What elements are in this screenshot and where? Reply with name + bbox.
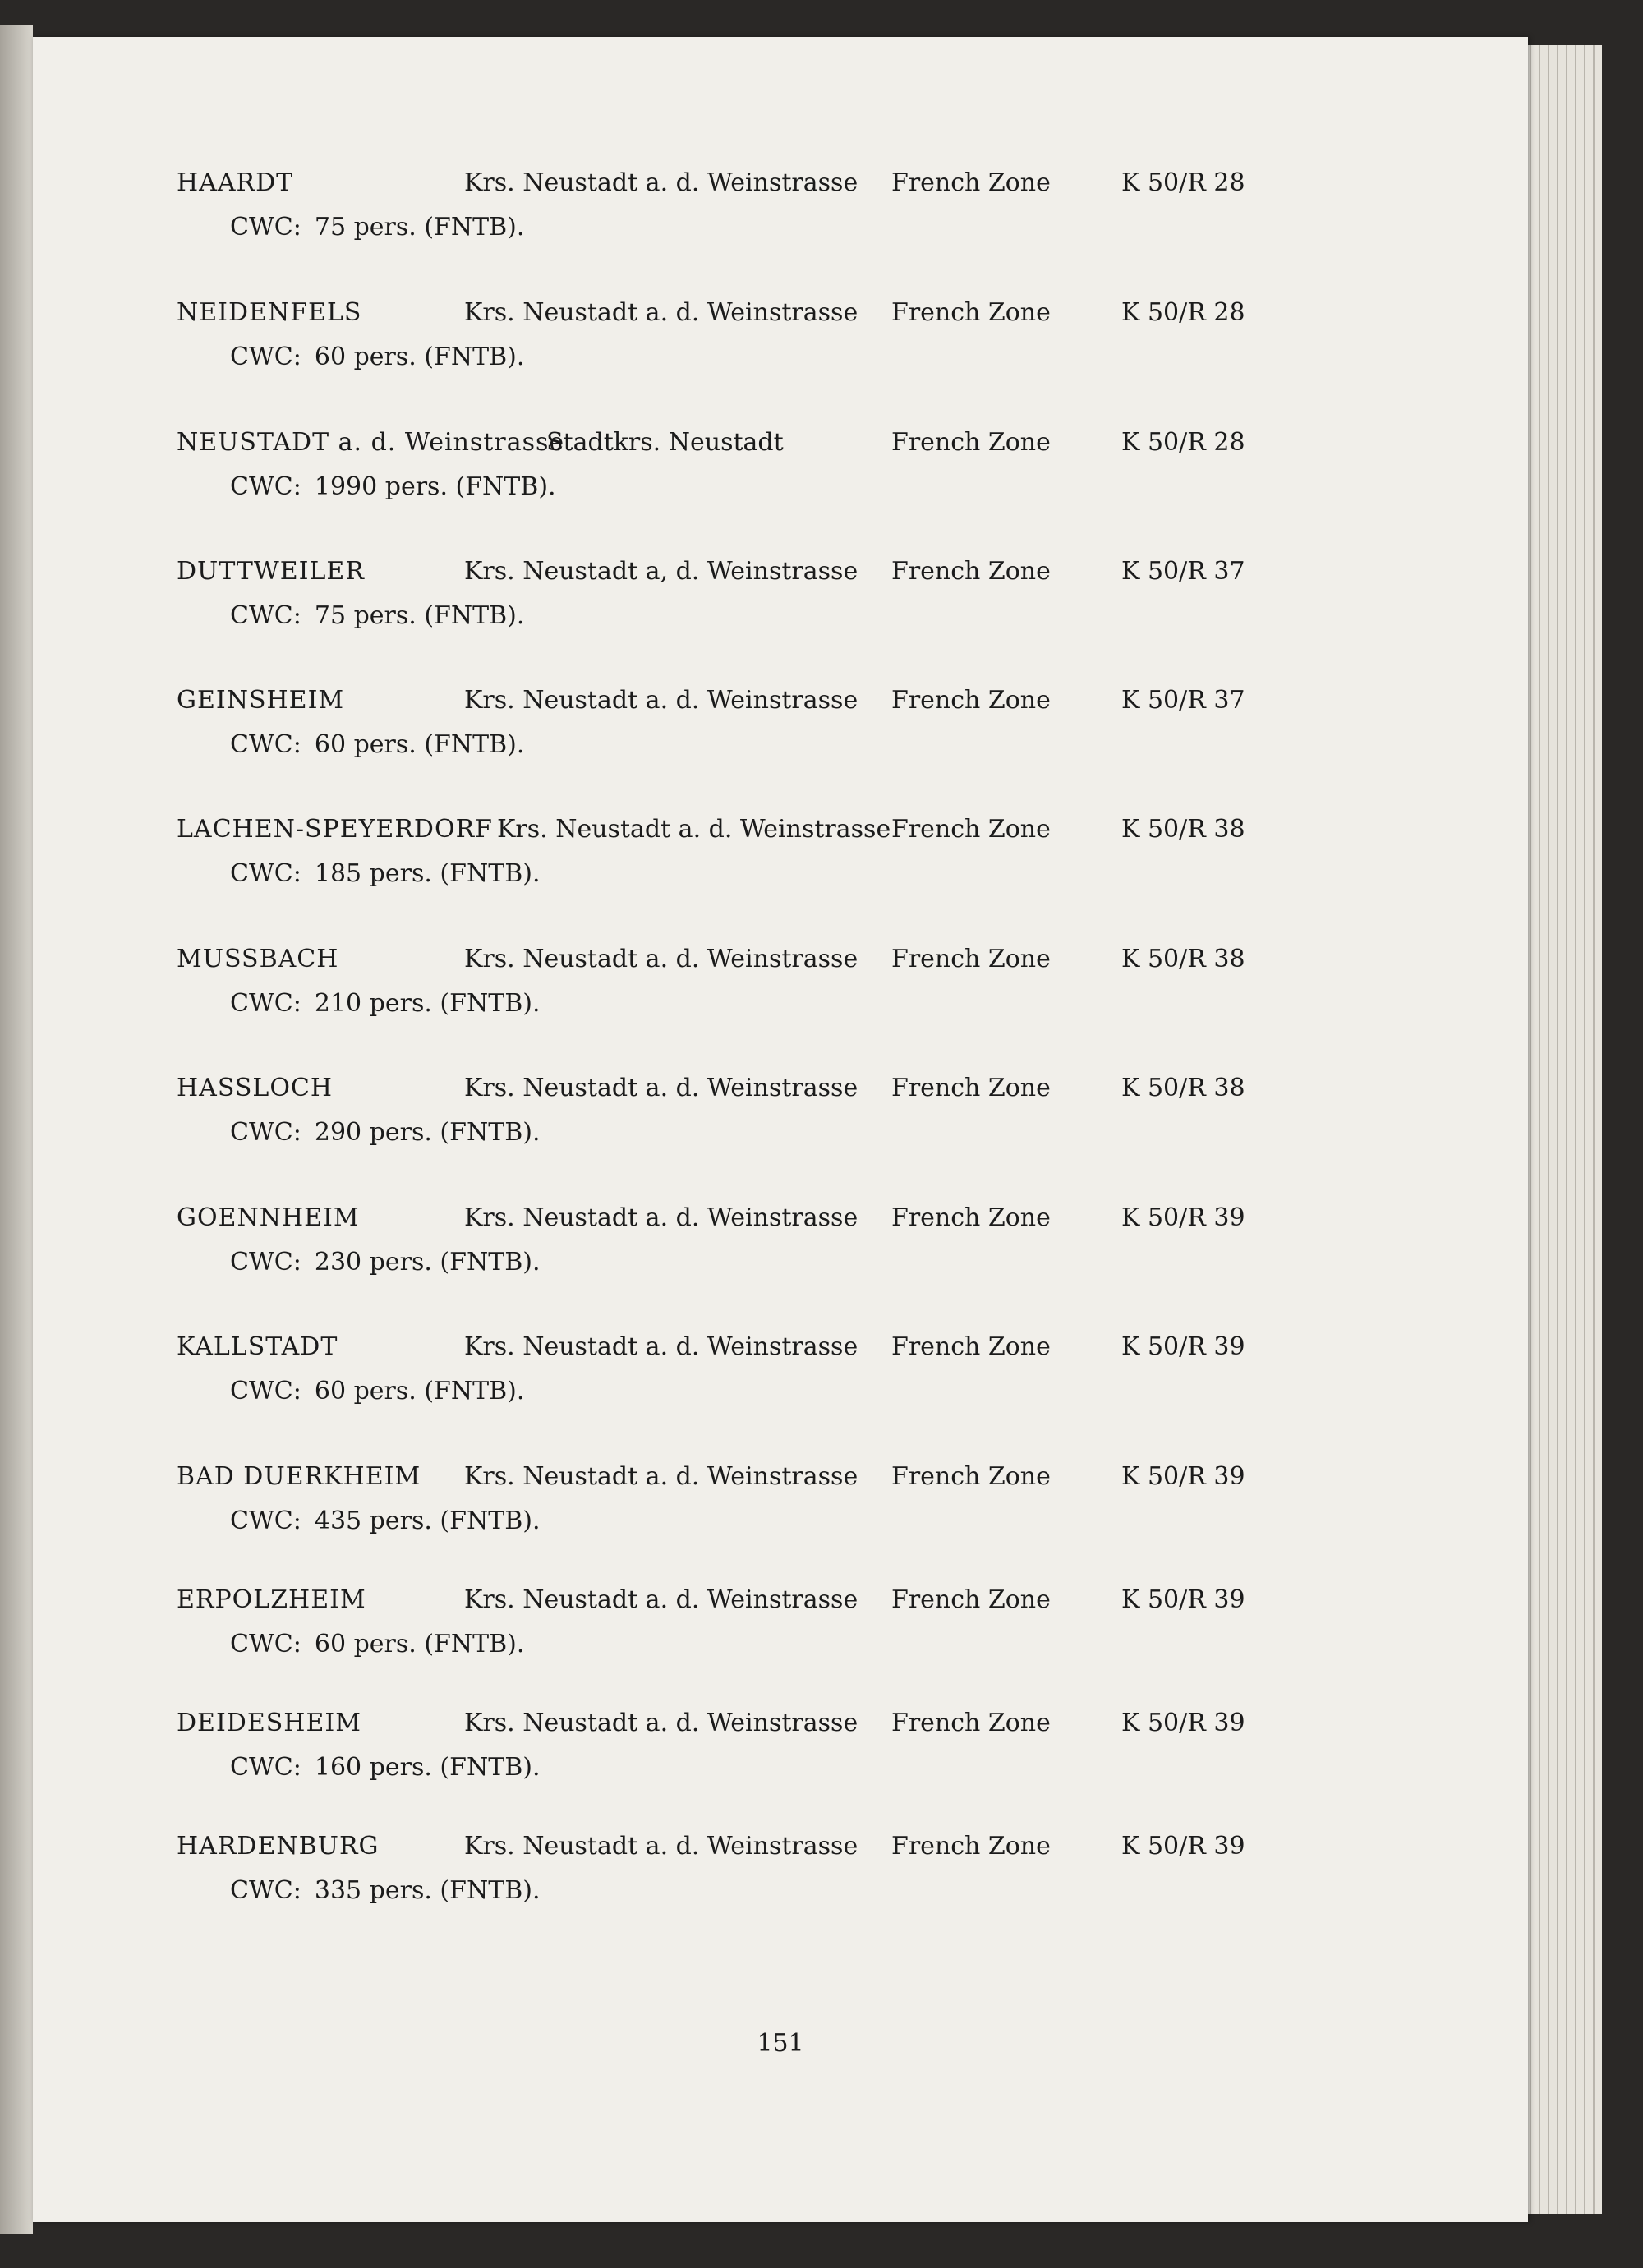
place-name: NEUSTADT a. d. Weinstrasse [177,428,565,457]
cwc-value: 1990 pers. (FNTB). [314,472,556,501]
zone: French Zone [891,298,1051,327]
grid-reference: K 50/R 38 [1121,1074,1245,1102]
cwc-value: 230 pers. (FNTB). [314,1248,541,1277]
district: Krs. Neustadt a. d. Weinstrasse [464,945,858,973]
cwc-line [230,1630,524,1658]
entry [33,1585,1528,1692]
district: Krs. Neustadt a. d. Weinstrasse [464,168,858,197]
entry [33,1074,1528,1180]
cwc-value: 60 pers. (FNTB). [314,1377,525,1405]
cwc-line [230,1118,541,1147]
zone: French Zone [891,945,1051,973]
district: Krs. Neustadt a. d. Weinstrasse [464,1462,858,1491]
cwc-value: 335 pers. (FNTB). [314,1876,541,1905]
place-name: GOENNHEIM [177,1203,360,1232]
entry [33,428,1528,535]
cwc-line [230,1753,541,1782]
page-number: 151 [757,2029,804,2058]
cwc-value: 60 pers. (FNTB). [314,730,525,759]
cwc-label: CWC: [230,1118,301,1147]
grid-reference: K 50/R 28 [1121,168,1245,197]
place-name: MUSSBACH [177,945,339,973]
zone: French Zone [891,1203,1051,1232]
cwc-label: CWC: [230,1876,301,1905]
grid-reference: K 50/R 39 [1121,1832,1245,1861]
cwc-label: CWC: [230,730,301,759]
place-name: HARDENBURG [177,1832,380,1861]
cwc-value: 75 pers. (FNTB). [314,601,525,630]
district: Stadtkrs. Neustadt [546,428,784,457]
cwc-value: 210 pers. (FNTB). [314,989,541,1018]
grid-reference: K 50/R 38 [1121,815,1245,844]
district: Krs. Neustadt a. d. Weinstrasse [464,298,858,327]
grid-reference: K 50/R 37 [1121,686,1245,715]
cwc-value: 60 pers. (FNTB). [314,1630,525,1658]
cwc-label: CWC: [230,1630,301,1658]
cwc-label: CWC: [230,989,301,1018]
cwc-line [230,601,524,630]
district: Krs. Neustadt a. d. Weinstrasse [464,1585,858,1614]
cwc-line [230,472,556,501]
zone: French Zone [891,815,1051,844]
place-name: NEIDENFELS [177,298,362,327]
zone: French Zone [891,686,1051,715]
cwc-value: 435 pers. (FNTB). [314,1507,541,1535]
cwc-line [230,1876,541,1905]
zone: French Zone [891,1462,1051,1491]
entry [33,815,1528,922]
cwc-label: CWC: [230,859,301,888]
cwc-line [230,1248,541,1277]
place-name: ERPOLZHEIM [177,1585,366,1614]
entry [33,1832,1528,1939]
cwc-value: 60 pers. (FNTB). [314,343,525,371]
grid-reference: K 50/R 28 [1121,428,1245,457]
cwc-value: 160 pers. (FNTB). [314,1753,541,1782]
entry [33,1709,1528,1815]
cwc-line [230,859,541,888]
entry [33,298,1528,405]
zone: French Zone [891,1832,1051,1861]
place-name: BAD DUERKHEIM [177,1462,421,1491]
cwc-label: CWC: [230,213,301,242]
entry [33,1203,1528,1310]
district: Krs. Neustadt a. d. Weinstrasse [497,815,891,844]
district: Krs. Neustadt a. d. Weinstrasse [464,1709,858,1737]
entry [33,945,1528,1051]
district: Krs. Neustadt a. d. Weinstrasse [464,686,858,715]
zone: French Zone [891,1332,1051,1361]
entry [33,168,1528,275]
grid-reference: K 50/R 39 [1121,1203,1245,1232]
grid-reference: K 50/R 38 [1121,945,1245,973]
zone: French Zone [891,1709,1051,1737]
grid-reference: K 50/R 37 [1121,557,1245,586]
entry [33,686,1528,793]
place-name: DUTTWEILER [177,557,365,586]
place-name: DEIDESHEIM [177,1709,361,1737]
place-name: GEINSHEIM [177,686,345,715]
facing-page-edge [0,25,33,2234]
cwc-line [230,1507,541,1535]
cwc-line [230,730,524,759]
district: Krs. Neustadt a. d. Weinstrasse [464,1832,858,1861]
entry [33,1462,1528,1569]
cwc-line [230,989,541,1018]
cwc-value: 75 pers. (FNTB). [314,213,525,242]
district: Krs. Neustadt a, d. Weinstrasse [464,557,858,586]
grid-reference: K 50/R 39 [1121,1585,1245,1614]
cwc-line [230,213,524,242]
cwc-line [230,1377,524,1405]
place-name: HASSLOCH [177,1074,334,1102]
entry [33,557,1528,664]
document-page [33,37,1528,2222]
cwc-label: CWC: [230,1248,301,1277]
grid-reference: K 50/R 39 [1121,1709,1245,1737]
zone: French Zone [891,428,1051,457]
cwc-label: CWC: [230,1507,301,1535]
district: Krs. Neustadt a. d. Weinstrasse [464,1332,858,1361]
entry [33,1332,1528,1439]
zone: French Zone [891,168,1051,197]
cwc-label: CWC: [230,472,301,501]
cwc-label: CWC: [230,343,301,371]
zone: French Zone [891,557,1051,586]
zone: French Zone [891,1585,1051,1614]
cwc-label: CWC: [230,1753,301,1782]
cwc-value: 185 pers. (FNTB). [314,859,541,888]
district: Krs. Neustadt a. d. Weinstrasse [464,1074,858,1102]
grid-reference: K 50/R 28 [1121,298,1245,327]
grid-reference: K 50/R 39 [1121,1332,1245,1361]
cwc-label: CWC: [230,601,301,630]
district: Krs. Neustadt a. d. Weinstrasse [464,1203,858,1232]
cwc-value: 290 pers. (FNTB). [314,1118,541,1147]
place-name: KALLSTADT [177,1332,338,1361]
place-name: LACHEN-SPEYERDORF [177,815,493,844]
zone: French Zone [891,1074,1051,1102]
grid-reference: K 50/R 39 [1121,1462,1245,1491]
cwc-line [230,343,524,371]
place-name: HAARDT [177,168,294,197]
cwc-label: CWC: [230,1377,301,1405]
